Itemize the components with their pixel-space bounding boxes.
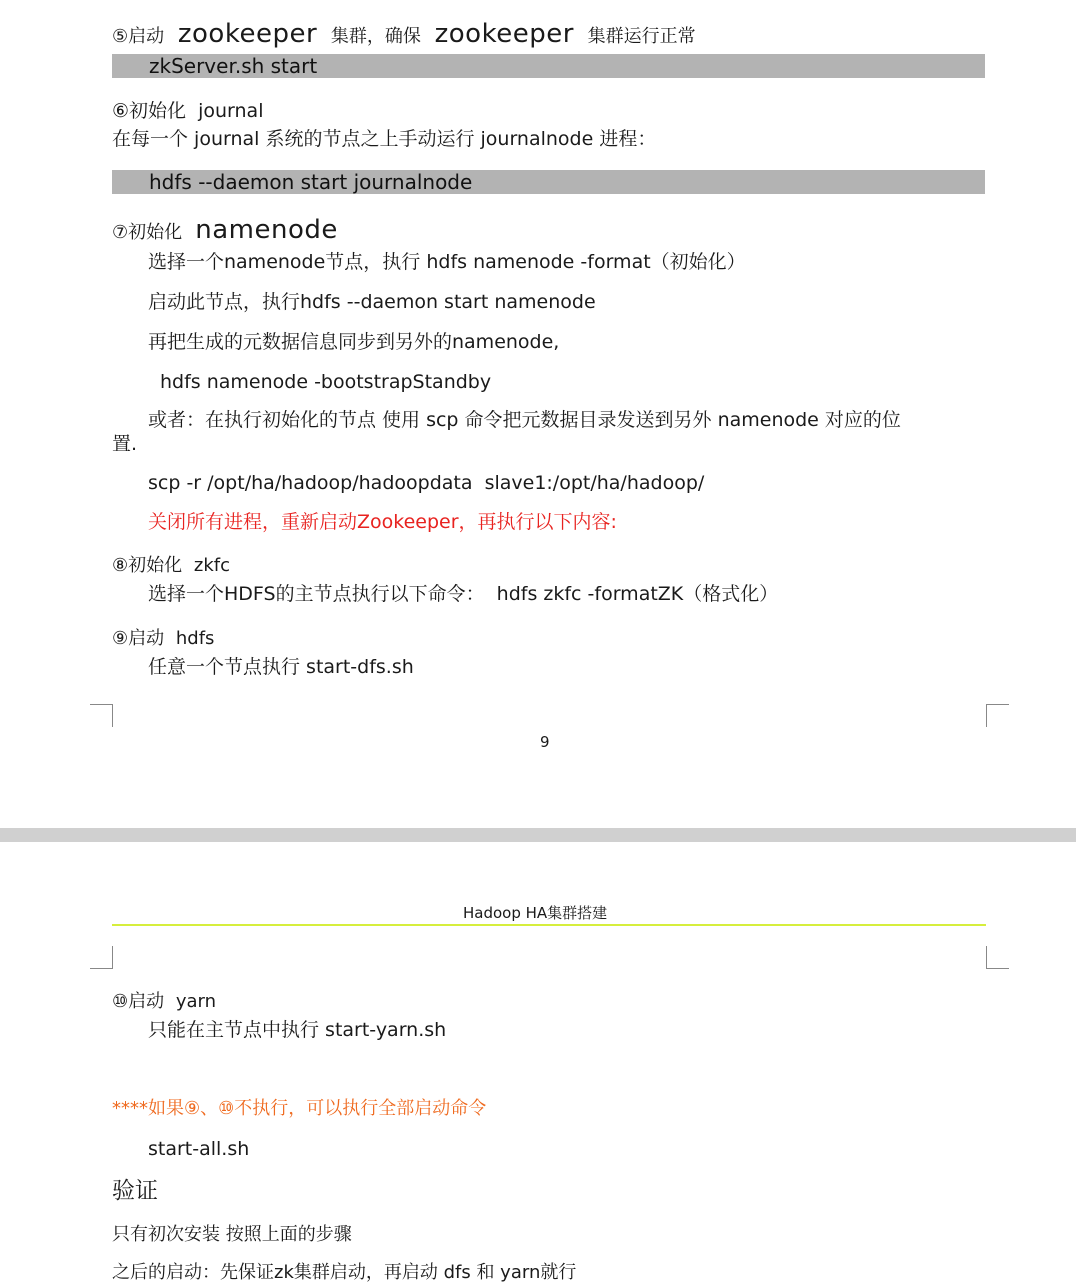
step7-line-7: scp -r /opt/ha/hadoop/hadoopdata slave1:/opt/ha/hadoop/ [148, 472, 705, 494]
step7-line-5: 或者：在执行初始化的节点 使用 scp 命令把元数据目录发送到另外 namenode 对应的位 [148, 409, 901, 431]
step5-suffix: 集群运行正常 [587, 26, 696, 47]
step7-line-2: 启动此节点，执行hdfs --daemon start namenode [148, 291, 596, 313]
step6-description: 在每一个 journal 系统的节点之上手动运行 journalnode 进程： [112, 128, 657, 150]
step7-line-3: 再把生成的元数据信息同步到另外的namenode, [148, 331, 560, 353]
step9-prefix: ⑨启动 [112, 628, 165, 649]
step10-word: yarn [175, 991, 217, 1012]
step8-word: zkfc [193, 555, 230, 576]
corner-mark-top-right [986, 946, 1009, 969]
step7-line-1: 选择一个namenode节点，执行 hdfs namenode -format（初始化） [148, 251, 746, 273]
step10-description: 只能在主节点中执行 start-yarn.sh [148, 1019, 447, 1041]
step10-title [112, 989, 216, 1015]
corner-mark-top-left [90, 946, 113, 969]
step7-prefix: ⑦初始化 [112, 222, 183, 243]
step7-title [112, 214, 338, 249]
step6-word: journal [198, 100, 264, 122]
code-block-zkserver [112, 54, 985, 78]
verify-heading: 验证 [112, 1178, 158, 1204]
step5-line [112, 20, 696, 51]
running-header: Hadoop HA集群搭建 [463, 904, 608, 922]
step9-description: 任意一个节点执行 start-dfs.sh [148, 656, 414, 678]
page-number: 9 [540, 733, 550, 751]
code-zkserver-start: zkServer.sh start [149, 54, 318, 78]
step5-word-zookeeper: zookeeper [177, 19, 318, 49]
step6-prefix: ⑥初始化 [112, 100, 187, 122]
code-journalnode: hdfs --daemon start journalnode [149, 170, 473, 194]
corner-mark-bottom-right [986, 704, 1009, 727]
verify-line-1: 只有初次安装 按照上面的步骤 [112, 1224, 352, 1245]
step5-prefix: ⑤启动 [112, 26, 165, 47]
step7-red-note: 关闭所有进程，重新启动Zookeeper，再执行以下内容: [148, 511, 617, 533]
step10-prefix: ⑩启动 [112, 991, 165, 1012]
step8-prefix: ⑧初始化 [112, 555, 183, 576]
corner-mark-bottom-left [90, 704, 113, 727]
start-all-command: start-all.sh [148, 1138, 250, 1160]
page-separator [0, 828, 1076, 842]
orange-note: ****如果⑨、⑩不执行，可以执行全部启动命令 [112, 1098, 487, 1119]
step9-word: hdfs [175, 628, 215, 649]
step8-title [112, 553, 230, 579]
step5-word-zookeeper-2: zookeeper [434, 19, 574, 49]
step7-line-4: hdfs namenode -bootstrapStandby [160, 371, 492, 393]
step9-title [112, 626, 214, 652]
verify-line-2: 之后的启动：先保证zk集群启动，再启动 dfs 和 yarn就行 [112, 1262, 577, 1283]
step5-mid: 集群，确保 [330, 26, 421, 47]
step8-description: 选择一个HDFS的主节点执行以下命令： hdfs zkfc -formatZK（格式化） [148, 583, 779, 605]
step6-title [112, 98, 263, 124]
header-rule [112, 924, 986, 926]
step7-word: namenode [195, 215, 338, 245]
code-block-journalnode [112, 170, 985, 194]
step7-line-6: 置. [112, 433, 138, 455]
